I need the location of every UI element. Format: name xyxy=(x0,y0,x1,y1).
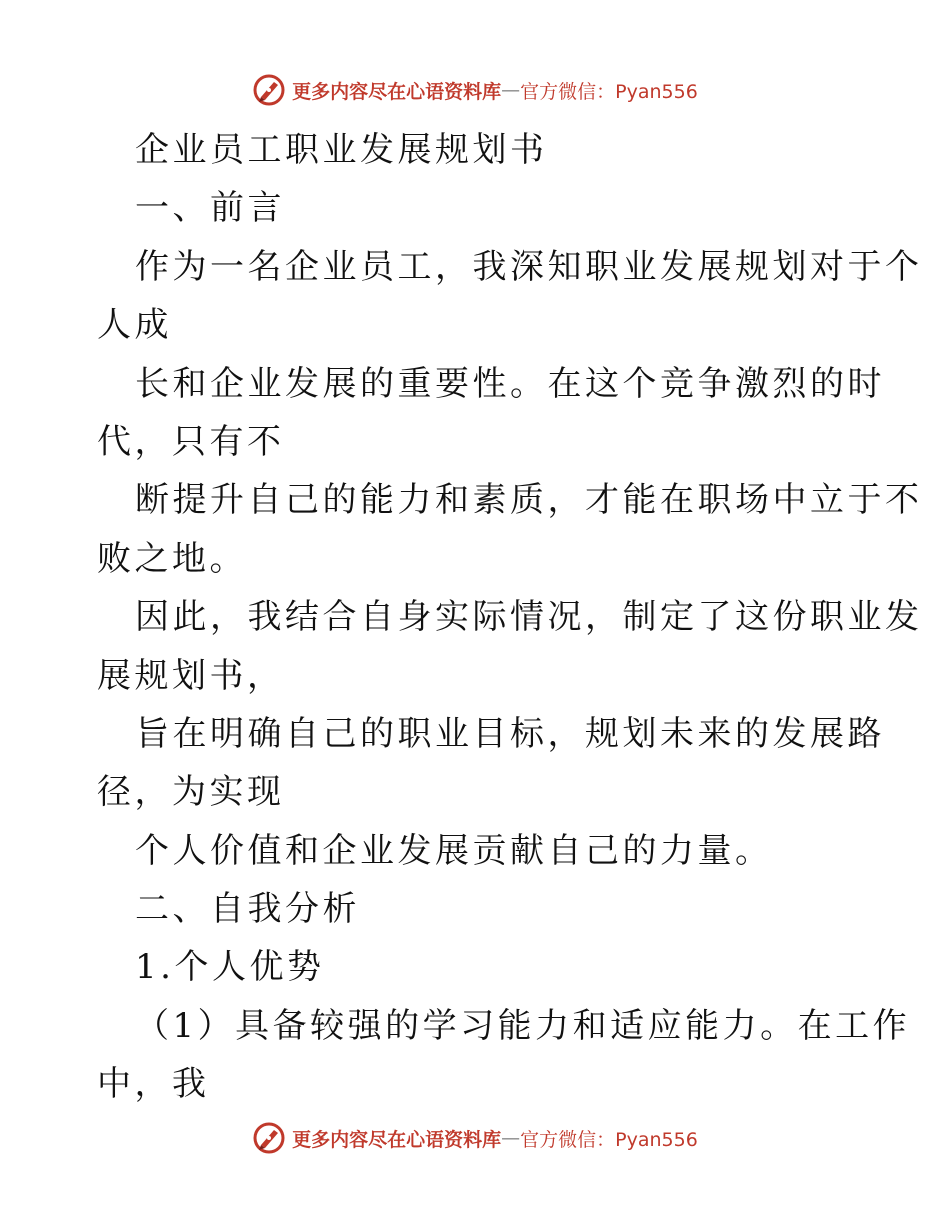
doc-title: 企业员工职业发展规划书 xyxy=(135,130,548,170)
footer-watermark xyxy=(0,1118,950,1158)
paragraph-line: 作为一名企业员工，我深知职业发展规划对于个 xyxy=(135,246,923,287)
subsection-heading: 1.个人优势 xyxy=(135,947,325,988)
document-body xyxy=(97,121,923,1114)
header-brand-text: 更多内容尽在心语资料库 xyxy=(292,80,502,103)
paragraph-line: 断提升自己的能力和素质，才能在职场中立于不 xyxy=(135,480,923,521)
paragraph-line: 代，只有不 xyxy=(97,421,285,462)
paragraph-line: 旨在明确自己的职业目标，规划未来的发展路 xyxy=(135,713,885,754)
paragraph-line: 径，为实现 xyxy=(97,772,285,813)
section-heading: 一、前言 xyxy=(135,188,285,229)
paragraph-line: 展规划书， xyxy=(97,655,285,696)
section-heading: 二、自我分析 xyxy=(135,889,360,930)
paragraph-line: 长和企业发展的重要性。在这个竞争激烈的时 xyxy=(135,363,885,404)
header-separator: — xyxy=(501,79,521,101)
paragraph-line: 中，我 xyxy=(97,1064,210,1105)
pen-nib-logo-icon xyxy=(252,73,286,107)
footer-brand-text: 更多内容尽在心语资料库 xyxy=(292,1128,502,1151)
header-contact-text: 官方微信：Pyan556 xyxy=(520,80,698,103)
header-watermark xyxy=(0,70,950,110)
pen-nib-logo-icon xyxy=(252,1121,286,1155)
paragraph-line: （1）具备较强的学习能力和适应能力。在工作 xyxy=(135,1005,911,1046)
paragraph-line: 因此，我结合自身实际情况，制定了这份职业发 xyxy=(135,597,923,638)
paragraph-line: 个人价值和企业发展贡献自己的力量。 xyxy=(135,830,773,871)
paragraph-line: 人成 xyxy=(97,305,172,346)
footer-contact-text: 官方微信：Pyan556 xyxy=(520,1128,698,1151)
paragraph-line: 败之地。 xyxy=(97,538,247,579)
footer-separator: — xyxy=(501,1127,521,1149)
